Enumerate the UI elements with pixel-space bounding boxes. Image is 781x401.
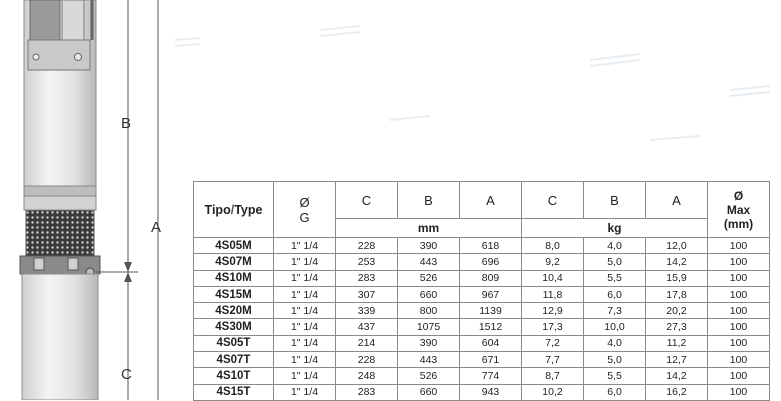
cell-c-kg: 11,8 <box>522 286 584 302</box>
cell-c-kg: 7,7 <box>522 352 584 368</box>
cell-a-mm: 696 <box>460 254 522 270</box>
cell-a-kg: 12,7 <box>646 352 708 368</box>
cell-model: 4S07M <box>194 254 274 270</box>
cell-model: 4S30M <box>194 319 274 335</box>
table-header-row <box>194 182 770 219</box>
cell-a-mm: 774 <box>460 368 522 384</box>
cell-connection-g: 1" 1/4 <box>274 335 336 351</box>
cell-max-diameter: 100 <box>708 238 770 254</box>
cell-connection-g: 1" 1/4 <box>274 238 336 254</box>
cell-b-mm: 660 <box>398 384 460 400</box>
cell-a-kg: 27,3 <box>646 319 708 335</box>
cell-connection-g: 1" 1/4 <box>274 319 336 335</box>
cell-model: 4S05M <box>194 238 274 254</box>
arrow-b-end <box>124 262 132 272</box>
bolt <box>75 54 82 61</box>
cell-c-mm: 339 <box>336 303 398 319</box>
cell-a-kg: 14,2 <box>646 368 708 384</box>
cell-a-kg: 20,2 <box>646 303 708 319</box>
header-type: Tipo/Type <box>194 182 274 238</box>
pump-spec-table <box>193 181 770 401</box>
cell-b-kg: 5,0 <box>584 352 646 368</box>
cell-connection-g: 1" 1/4 <box>274 384 336 400</box>
header-g: Ø G <box>274 182 336 238</box>
cell-a-mm: 967 <box>460 286 522 302</box>
cell-model: 4S15T <box>194 384 274 400</box>
arrow-c-start <box>124 272 132 282</box>
cell-c-mm: 214 <box>336 335 398 351</box>
cell-max-diameter: 100 <box>708 384 770 400</box>
header-b-mm: B <box>398 182 460 219</box>
table-row <box>194 368 770 384</box>
dimension-label-c: C <box>121 366 132 383</box>
suction-strainer <box>26 210 94 256</box>
cell-b-kg: 10,0 <box>584 319 646 335</box>
cell-model: 4S15M <box>194 286 274 302</box>
cell-b-kg: 7,3 <box>584 303 646 319</box>
cell-b-mm: 390 <box>398 238 460 254</box>
cell-b-mm: 526 <box>398 270 460 286</box>
header-a-mm: A <box>460 182 522 219</box>
cell-a-mm: 618 <box>460 238 522 254</box>
motor-body <box>22 274 98 400</box>
cell-connection-g: 1" 1/4 <box>274 368 336 384</box>
cell-b-mm: 443 <box>398 254 460 270</box>
cell-c-mm: 248 <box>336 368 398 384</box>
cell-c-mm: 228 <box>336 238 398 254</box>
unit-mm: mm <box>336 219 522 238</box>
strainer-top-ring <box>24 196 96 210</box>
cell-model: 4S20M <box>194 303 274 319</box>
coupling-ring <box>24 186 96 196</box>
cell-c-kg: 10,4 <box>522 270 584 286</box>
cell-a-kg: 17,8 <box>646 286 708 302</box>
cell-a-kg: 11,2 <box>646 335 708 351</box>
cell-a-kg: 12,0 <box>646 238 708 254</box>
cell-max-diameter: 100 <box>708 335 770 351</box>
table-row <box>194 384 770 400</box>
header-max-diameter: Ø Max (mm) <box>708 182 770 238</box>
pump-drawing <box>0 0 190 400</box>
cell-b-mm: 1075 <box>398 319 460 335</box>
cell-b-kg: 5,0 <box>584 254 646 270</box>
background-watermark <box>170 0 781 180</box>
cell-a-mm: 604 <box>460 335 522 351</box>
cell-b-kg: 4,0 <box>584 238 646 254</box>
header-c-mm: C <box>336 182 398 219</box>
table-row <box>194 352 770 368</box>
cell-a-mm: 809 <box>460 270 522 286</box>
cable-guard-strip <box>62 0 84 40</box>
cell-c-mm: 437 <box>336 319 398 335</box>
table-row <box>194 238 770 254</box>
cell-model: 4S07T <box>194 352 274 368</box>
header-c-kg: C <box>522 182 584 219</box>
cell-a-kg: 16,2 <box>646 384 708 400</box>
cell-b-mm: 390 <box>398 335 460 351</box>
cell-c-kg: 10,2 <box>522 384 584 400</box>
header-b-kg: B <box>584 182 646 219</box>
table-body <box>194 238 770 401</box>
cell-b-mm: 526 <box>398 368 460 384</box>
bolt <box>33 54 39 60</box>
table-row <box>194 286 770 302</box>
cell-model: 4S10T <box>194 368 274 384</box>
table-row <box>194 335 770 351</box>
cell-c-mm: 307 <box>336 286 398 302</box>
adapter-bolt <box>68 258 78 270</box>
cell-b-kg: 6,0 <box>584 286 646 302</box>
cell-max-diameter: 100 <box>708 352 770 368</box>
cell-connection-g: 1" 1/4 <box>274 352 336 368</box>
cell-b-kg: 4,0 <box>584 335 646 351</box>
cell-c-kg: 7,2 <box>522 335 584 351</box>
cell-connection-g: 1" 1/4 <box>274 270 336 286</box>
table-row <box>194 254 770 270</box>
cell-c-kg: 12,9 <box>522 303 584 319</box>
cell-b-kg: 5,5 <box>584 368 646 384</box>
cell-connection-g: 1" 1/4 <box>274 254 336 270</box>
unit-kg: kg <box>522 219 708 238</box>
cell-max-diameter: 100 <box>708 254 770 270</box>
cell-max-diameter: 100 <box>708 270 770 286</box>
adapter-bolt <box>34 258 44 270</box>
cell-max-diameter: 100 <box>708 286 770 302</box>
cell-model: 4S05T <box>194 335 274 351</box>
table-row <box>194 270 770 286</box>
cell-c-mm: 283 <box>336 384 398 400</box>
cell-a-kg: 14,2 <box>646 254 708 270</box>
cell-a-mm: 1512 <box>460 319 522 335</box>
cell-b-mm: 443 <box>398 352 460 368</box>
cell-c-mm: 253 <box>336 254 398 270</box>
cell-c-kg: 17,3 <box>522 319 584 335</box>
cell-a-kg: 15,9 <box>646 270 708 286</box>
dimension-label-b: B <box>121 115 132 132</box>
cell-c-mm: 228 <box>336 352 398 368</box>
cell-a-mm: 671 <box>460 352 522 368</box>
cell-b-kg: 5,5 <box>584 270 646 286</box>
cell-b-mm: 660 <box>398 286 460 302</box>
cell-connection-g: 1" 1/4 <box>274 303 336 319</box>
cell-b-kg: 6,0 <box>584 384 646 400</box>
cell-connection-g: 1" 1/4 <box>274 286 336 302</box>
cell-b-mm: 800 <box>398 303 460 319</box>
cell-max-diameter: 100 <box>708 303 770 319</box>
cell-c-mm: 283 <box>336 270 398 286</box>
cell-max-diameter: 100 <box>708 368 770 384</box>
cell-a-mm: 943 <box>460 384 522 400</box>
dimension-label-a: A <box>151 219 162 236</box>
cell-model: 4S10M <box>194 270 274 286</box>
table-row <box>194 303 770 319</box>
cell-a-mm: 1139 <box>460 303 522 319</box>
cell-max-diameter: 100 <box>708 319 770 335</box>
cell-c-kg: 9,2 <box>522 254 584 270</box>
cell-c-kg: 8,0 <box>522 238 584 254</box>
header-a-kg: A <box>646 182 708 219</box>
table-row <box>194 319 770 335</box>
cell-c-kg: 8,7 <box>522 368 584 384</box>
